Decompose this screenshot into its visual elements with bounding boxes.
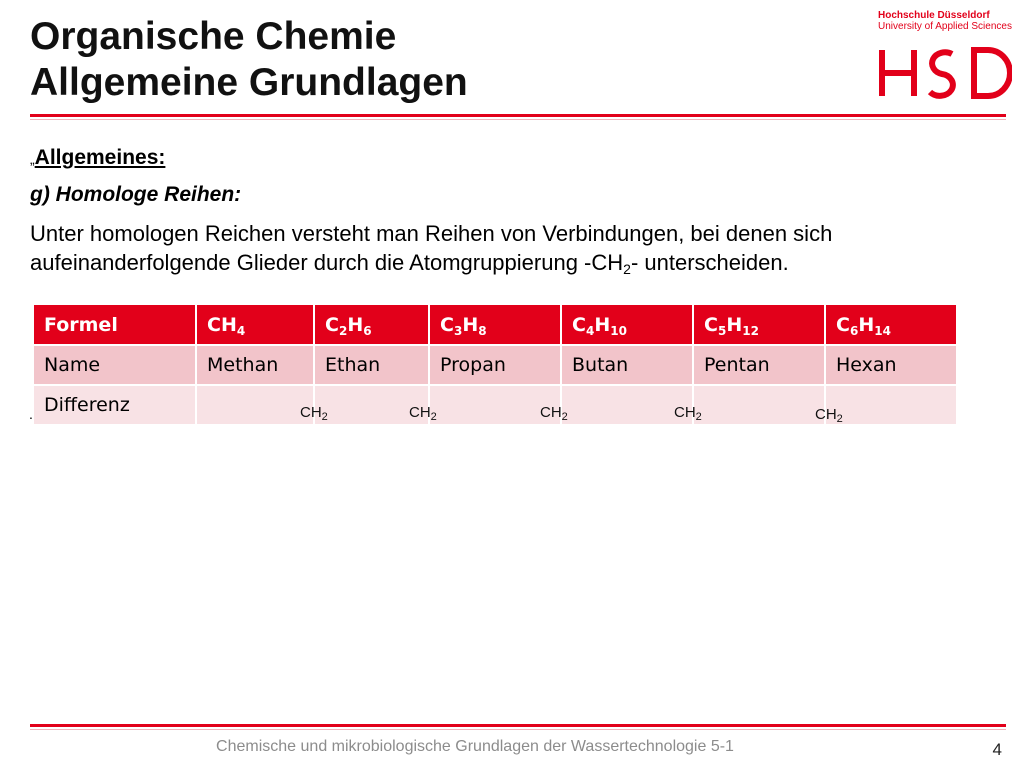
difference-ch2: $CH_2$ xyxy=(540,404,568,423)
difference-cell xyxy=(693,385,825,425)
formula-cell: $C_2H_6$ xyxy=(314,305,429,345)
slide-title xyxy=(30,14,468,106)
section-heading xyxy=(30,146,165,170)
name-cell: Ethan xyxy=(314,345,429,385)
difference-ch2: $CH_2$ xyxy=(300,404,328,423)
difference-ch2: $CH_2$ xyxy=(674,404,702,423)
title-line-2: Allgemeine Grundlagen xyxy=(30,61,468,104)
difference-cell xyxy=(196,385,314,425)
title-line-1: Organische Chemie xyxy=(30,15,397,58)
stray-dot: . xyxy=(29,406,33,422)
section-heading-text: Allgemeines: xyxy=(34,146,166,169)
formula-row xyxy=(34,305,957,345)
subheading: g) Homologe Reihen: xyxy=(30,183,242,206)
difference-ch2: $CH_2$ xyxy=(815,406,843,425)
paragraph-subscript: 2 xyxy=(623,261,631,277)
footer-divider xyxy=(30,724,1006,727)
hsd-wordmark-icon xyxy=(878,40,1012,104)
logo-institution-name: Hochschule Düsseldorf xyxy=(878,10,990,21)
formula-header-label: Formel xyxy=(34,305,196,345)
formula-cell: $CH_4$ xyxy=(196,305,314,345)
name-cell: Hexan xyxy=(825,345,957,385)
difference-ch2: $CH_2$ xyxy=(409,404,437,423)
hsd-logo xyxy=(878,10,1016,96)
name-row xyxy=(34,345,957,385)
paragraph-text-1: Unter homologen Reichen versteht man Reihen von Verbindungen, bei denen sich aufeinanderfolgende Glieder durch die Atomgruppierung -CH xyxy=(30,221,833,275)
name-cell: Pentan xyxy=(693,345,825,385)
name-cell: Methan xyxy=(196,345,314,385)
difference-label: Differenz xyxy=(34,385,196,425)
formula-cell: $C_3H_8$ xyxy=(429,305,561,345)
formula-cell: $C_5H_{12}$ xyxy=(693,305,825,345)
formula-cell: $C_4H_{10}$ xyxy=(561,305,693,345)
page-number: 4 xyxy=(992,740,1002,759)
name-cell: Butan xyxy=(561,345,693,385)
definition-paragraph xyxy=(30,219,990,277)
name-label: Name xyxy=(34,345,196,385)
formula-cell: $C_6H_{14}$ xyxy=(825,305,957,345)
name-cell: Propan xyxy=(429,345,561,385)
paragraph-text-2: - unterscheiden. xyxy=(630,250,789,275)
footer-course-title: Chemische und mikrobiologische Grundlagen der Wassertechnologie 5-1 xyxy=(216,738,734,755)
logo-institution-subtitle: University of Applied Sciences xyxy=(878,21,1012,32)
header-divider xyxy=(30,114,1006,117)
opening-quote: „ xyxy=(30,151,35,167)
difference-cell xyxy=(825,385,957,425)
